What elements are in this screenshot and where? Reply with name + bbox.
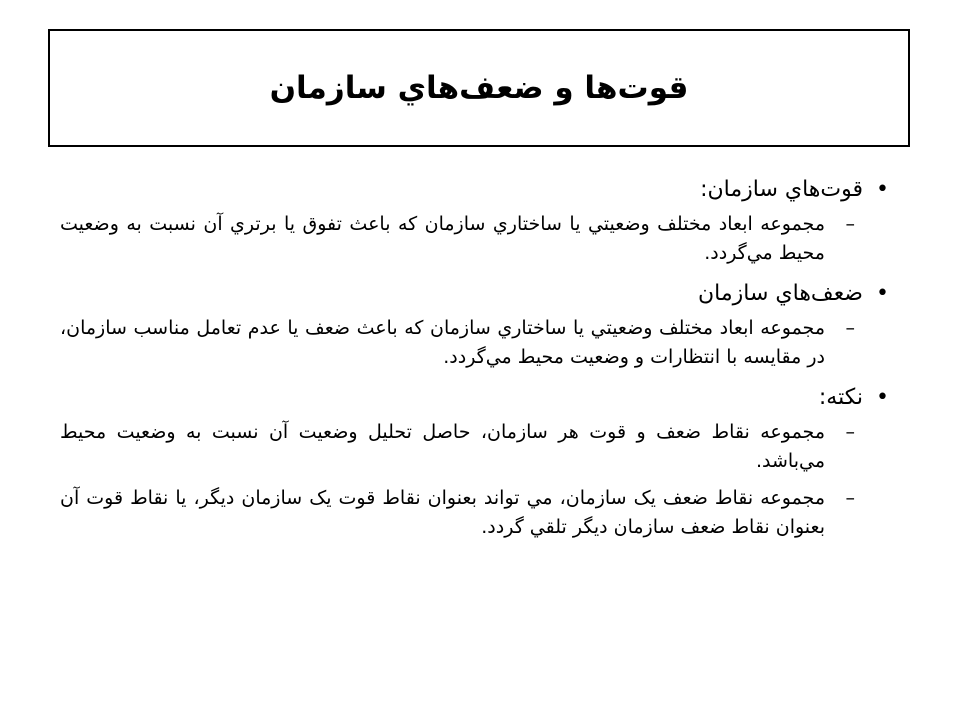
sub-item-text: مجموعه نقاط ضعف يک سازمان، مي تواند بعنوان نقاط قوت يک سازمان ديگر، يا نقاط قوت آن بعنوان نقاط ضعف سازمان ديگر تلقي گردد. xyxy=(60,487,825,538)
sub-item xyxy=(60,314,915,372)
bullet-strengths xyxy=(60,172,915,208)
bullet-weaknesses xyxy=(60,276,915,312)
sub-item xyxy=(60,418,915,476)
dash-icon: – xyxy=(845,421,855,443)
bullet-label: نکته: xyxy=(818,385,863,410)
sub-item-text: مجموعه ابعاد مختلف وضعيتي يا ساختاري سازمان که باعث تفوق يا برتري آن نسبت به وضعيت محيط مي‌گردد. xyxy=(60,213,825,264)
sub-item xyxy=(60,484,915,542)
sub-item-text: مجموعه ابعاد مختلف وضعيتي يا ساختاري سازمان که باعث ضعف يا عدم تعامل مناسب سازمان، در مقايسه با انتظارات و وضعيت محيط مي‌گردد. xyxy=(60,317,825,368)
sub-item xyxy=(60,210,915,268)
slide-content xyxy=(60,172,915,550)
bullet-label: قوت‌هاي سازمان: xyxy=(700,177,863,202)
bullet-dot-icon: • xyxy=(876,385,889,410)
bullet-dot-icon: • xyxy=(876,177,889,202)
sub-item-text: مجموعه نقاط ضعف و قوت هر سازمان، حاصل تحليل وضعيت آن نسبت به وضعيت محيط مي‌باشد. xyxy=(60,421,825,472)
dash-icon: – xyxy=(845,213,855,235)
slide-title: قوت‌ها و ضعف‌هاي سازمان xyxy=(269,70,689,106)
bullet-note xyxy=(60,380,915,416)
bullet-dot-icon: • xyxy=(876,281,889,306)
dash-icon: – xyxy=(845,487,855,509)
bullet-label: ضعف‌هاي سازمان xyxy=(698,281,863,306)
dash-icon: – xyxy=(845,317,855,339)
title-box xyxy=(48,29,910,147)
